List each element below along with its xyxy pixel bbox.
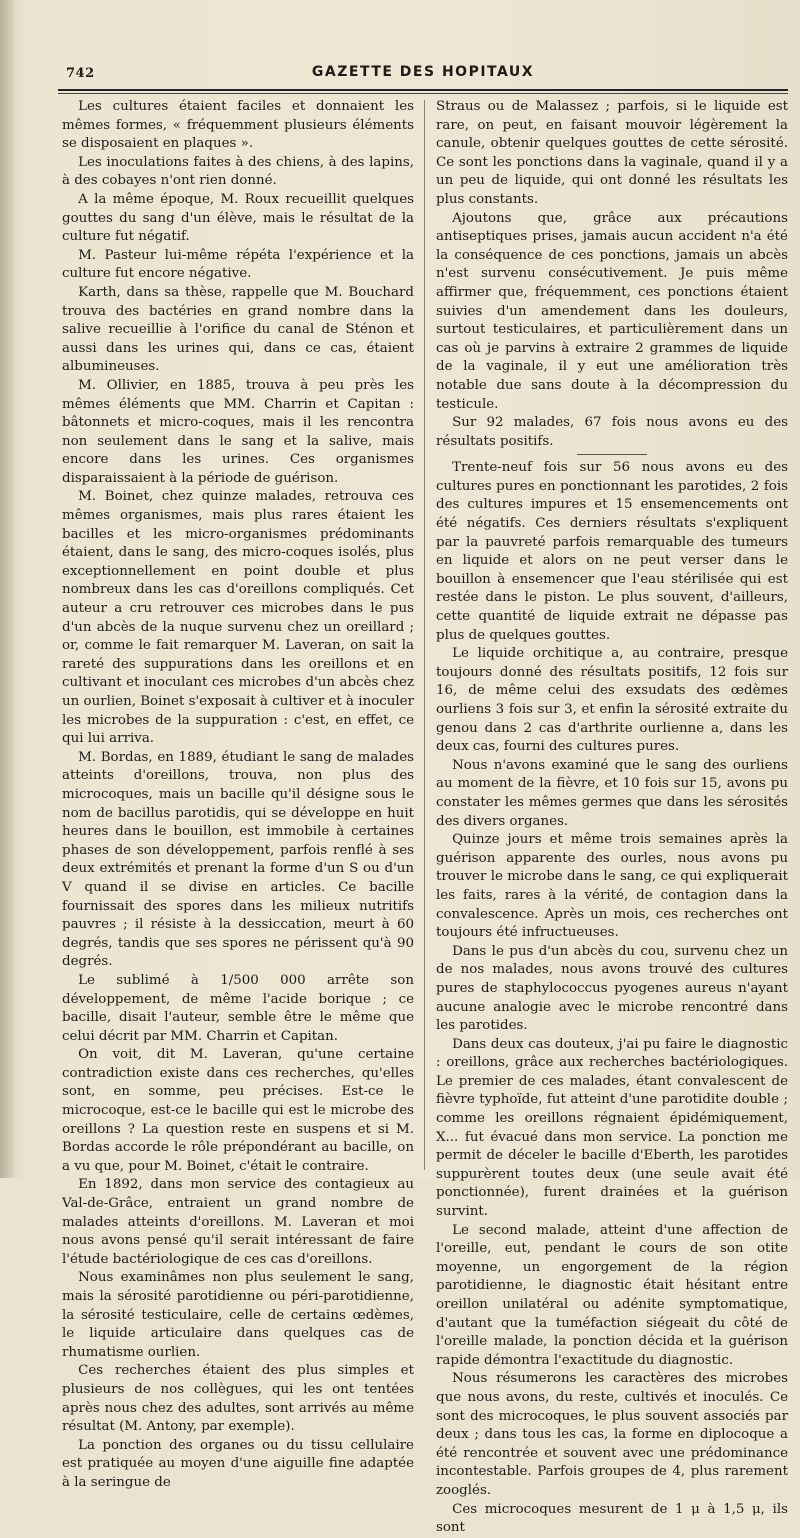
paragraph: Les inoculations faites à des chiens, à des lapins, à des cobayes n'ont rien donné. — [62, 154, 414, 189]
paragraph: Ces microcoques mesurent de 1 μ à 1,5 μ, ils sont — [436, 1501, 788, 1536]
paragraph: Nous n'avons examiné que le sang des ourliens au moment de la fièvre, et 10 fois sur 15, avons pu constater les mêmes germes que dans les sérosités des divers organes. — [436, 757, 788, 829]
header-rule-thin — [58, 93, 788, 94]
paragraph: Nous examinâmes non plus seulement le sang, mais la sérosité parotidienne ou péri-parotidienne, la sérosité testiculaire, celle de certains œdèmes, le liquide articulaire dans quelques cas de rhumatisme ourlien. — [62, 1270, 414, 1360]
left-column — [62, 98, 414, 1490]
paragraph: M. Bordas, en 1889, étudiant le sang de malades atteints d'oreillons, trouva, non plus des microcoques, mais un bacille qu'il désigne sous le nom de bacillus parotidis, qui se développe en huit heures dans le bouillon, est immobile à certaines phases de son développement, parfois renflé à ses deux extrémités et prenant la forme d'un S ou d'un V quand il se divise en articles. Ce bacille fournissait des spores dans les milieux nutritifs pauvres ; il résiste à la dessiccation, meurt à 60 degrés, tandis que ses spores ne périssent qu'à 90 degrés. — [62, 749, 414, 970]
paragraph: Sur 92 malades, 67 fois nous avons eu des résultats positifs. — [436, 415, 788, 449]
paragraph: Karth, dans sa thèse, rappelle que M. Bouchard trouva des bactéries en grand nombre dans la salive recueillie à l'orifice du canal de Sténon et aussi dans les urines qui, dans ce cas, étaient albumineuses. — [62, 284, 414, 375]
column-divider — [424, 100, 425, 1170]
right-column — [436, 98, 788, 1536]
paragraph: A la même époque, M. Roux recueillit quelques gouttes du sang d'un élève, mais le résultat de la culture fut négatif. — [62, 191, 414, 245]
paragraph: La ponction des organes ou du tissu cellulaire est pratiquée au moyen d'une aiguille fine adaptée à la seringue de — [62, 1437, 414, 1490]
paragraph: En 1892, dans mon service des contagieux au Val-de-Grâce, entraient un grand nombre de malades atteints d'oreillons. M. Laveran et moi nous avons pensé qu'il serait intéressant de faire l'étude bactériologique de ces cas d'oreillons. — [62, 1177, 414, 1267]
paragraph: On voit, dit M. Laveran, qu'une certaine contradiction existe dans ces recherches, qu'elles sont, en somme, peu précises. Est-ce le microcoque, est-ce le bacille qui est le microbe des oreillons ? La question reste en suspens et si M. Bordas accorde le rôle prépondérant au bacille, on a vu que, pour M. Boinet, c'était le contraire. — [62, 1047, 414, 1174]
paragraph: Ces recherches étaient des plus simples et plusieurs de nos collègues, qui les ont tentées après nous chez des adultes, sont arrivés au même résultat (M. Antony, par exemple). — [62, 1363, 414, 1435]
paragraph: Le sublimé à 1/500 000 arrête son développement, de même l'acide borique ; ce bacille, disait l'auteur, semble être le même que celui décrit par MM. Charrin et Capitan. — [62, 972, 414, 1044]
paragraph: Le liquide orchitique a, au contraire, presque toujours donné des résultats positifs, 12 fois sur 16, de même celui des exsudats des œdèmes ourliens 3 fois sur 3, et enfin la sérosité extraite du genou dans 2 cas d'arthrite ourlienne a, dans les deux cas, fourni des cultures pures. — [436, 646, 788, 755]
paragraph: Dans le pus d'un abcès du cou, survenu chez un de nos malades, nous avons trouvé des cultures pures de staphylococcus pyogenes aureus n'ayant aucune analogie avec le microbe rencontré dans les parotides. — [436, 943, 788, 1034]
page-number: 742 — [66, 66, 95, 81]
paragraph: Ajoutons que, grâce aux précautions antiseptiques prises, jamais aucun accident n'a été la conséquence de ces ponctions, jamais un abcès n'est survenu consécutivement. Je puis même affirmer que, fréquemment, ces ponctions étaient suivies d'un amendement dans les douleurs, surtout testiculaires, et particulièrement dans un cas où je parvins à extraire 2 grammes de liquide de la vaginale, il y eut une amélioration très notable due sans doute à la décompression du testicule. — [436, 210, 788, 412]
paragraph: Quinze jours et même trois semaines après la guérison apparente des ourles, nous avons pu trouver le microbe dans le sang, ce qui expliquerait les faits, rares à la vérité, de contagion dans la convalescence. Après un mois, ces recherches ont toujours été infructueuses. — [436, 832, 788, 941]
paragraph: M. Boinet, chez quinze malades, retrouva ces mêmes organismes, mais plus rares étaient les bacilles et les micro-organismes prédominants étaient, dans le sang, des micro-coques isolés, plus exceptionnellement en point double et plus nombreux dans les cas d'oreillons compliqués. Cet auteur a cru retrouver ces microbes dans le pus d'un abcès de la nuque survenu chez un oreillard ; or, comme le fait remarquer M. Laveran, on sait la rareté des suppurations dans les oreillons et en cultivant et inoculant ces microbes d'un abcès chez un ourlien, Boinet s'exposait à cultiver et à inoculer les microbes de la suppuration : c'est, en effet, ce qui lui arriva. — [62, 489, 414, 747]
page-header — [58, 58, 788, 88]
paragraph: M. Ollivier, en 1885, trouva à peu près les mêmes éléments que MM. Charrin et Capitan : bâtonnets et micro-coques, mais il les rencontra non seulement dans le sang et la salive, mais encore dans les urines. Ces organismes disparaissaient à la période de guérison. — [62, 377, 414, 486]
paragraph: Le second malade, atteint d'une affection de l'oreille, eut, pendant le cours de son otite moyenne, un engorgement de la région parotidienne, le diagnostic était hésitant entre oreillon unilatéral ou adénite symptomatique, d'autant que la tuméfaction siégeait du côté de l'oreille malade, la ponction décida et la guérison rapide démontra l'exactitude du diagnostic. — [436, 1222, 788, 1368]
page-binding-edge — [0, 0, 14, 1178]
paragraph: Nous résumerons les caractères des microbes que nous avons, du reste, cultivés et inoculés. Ce sont des microcoques, le plus souvent associés par deux ; dans tous les cas, la forme en diplocoque a été rencontrée et souvent avec une prédominance incontestable. Parfois groupes de 4, plus rarement zooglés. — [436, 1371, 788, 1498]
header-rule — [58, 89, 788, 91]
section-separator — [577, 454, 647, 455]
running-title: GAZETTE DES HOPITAUX — [311, 64, 535, 80]
paragraph: Straus ou de Malassez ; parfois, si le liquide est rare, on peut, en faisant mouvoir légèrement la canule, obtenir quelques gouttes de cette sérosité. Ce sont les ponctions dans la vaginale, quand il y a un peu de liquide, qui ont donné les résultats les plus constants. — [436, 99, 788, 207]
paragraph: Dans deux cas douteux, j'ai pu faire le diagnostic : oreillons, grâce aux recherches bactériologiques. Le premier de ces malades, étant convalescent de fièvre typhoïde, fut atteint d'une parotidite double ; comme les oreillons régnaient épidémiquement, X... fut évacué dans mon service. La ponction me permit de déceler le bacille d'Eberth, les parotides suppurèrent toutes deux (une seule avait été ponctionnée), furent drainées et la guérison survint. — [436, 1036, 788, 1220]
paragraph: M. Pasteur lui-même répéta l'expérience et la culture fut encore négative. — [62, 247, 414, 282]
paragraph: Trente-neuf fois sur 56 nous avons eu des cultures pures en ponctionnant les parotides, 2 fois des cultures impures et 15 ensemencements ont été négatifs. Ces derniers résultats s'expliquent par la pauvreté parfois remarquable des tumeurs en liquide et alors on ne peut verser dans le bouillon à ensemencer que l'eau stérilisée qui est restée dans le piston. Le plus souvent, d'ailleurs, cette quantité de liquide extrait ne dépasse pas plus de quelques gouttes. — [436, 460, 788, 643]
paragraph: Les cultures étaient faciles et donnaient les mêmes formes, « fréquemment plusieurs éléments se disposaient en plaques ». — [62, 99, 414, 152]
